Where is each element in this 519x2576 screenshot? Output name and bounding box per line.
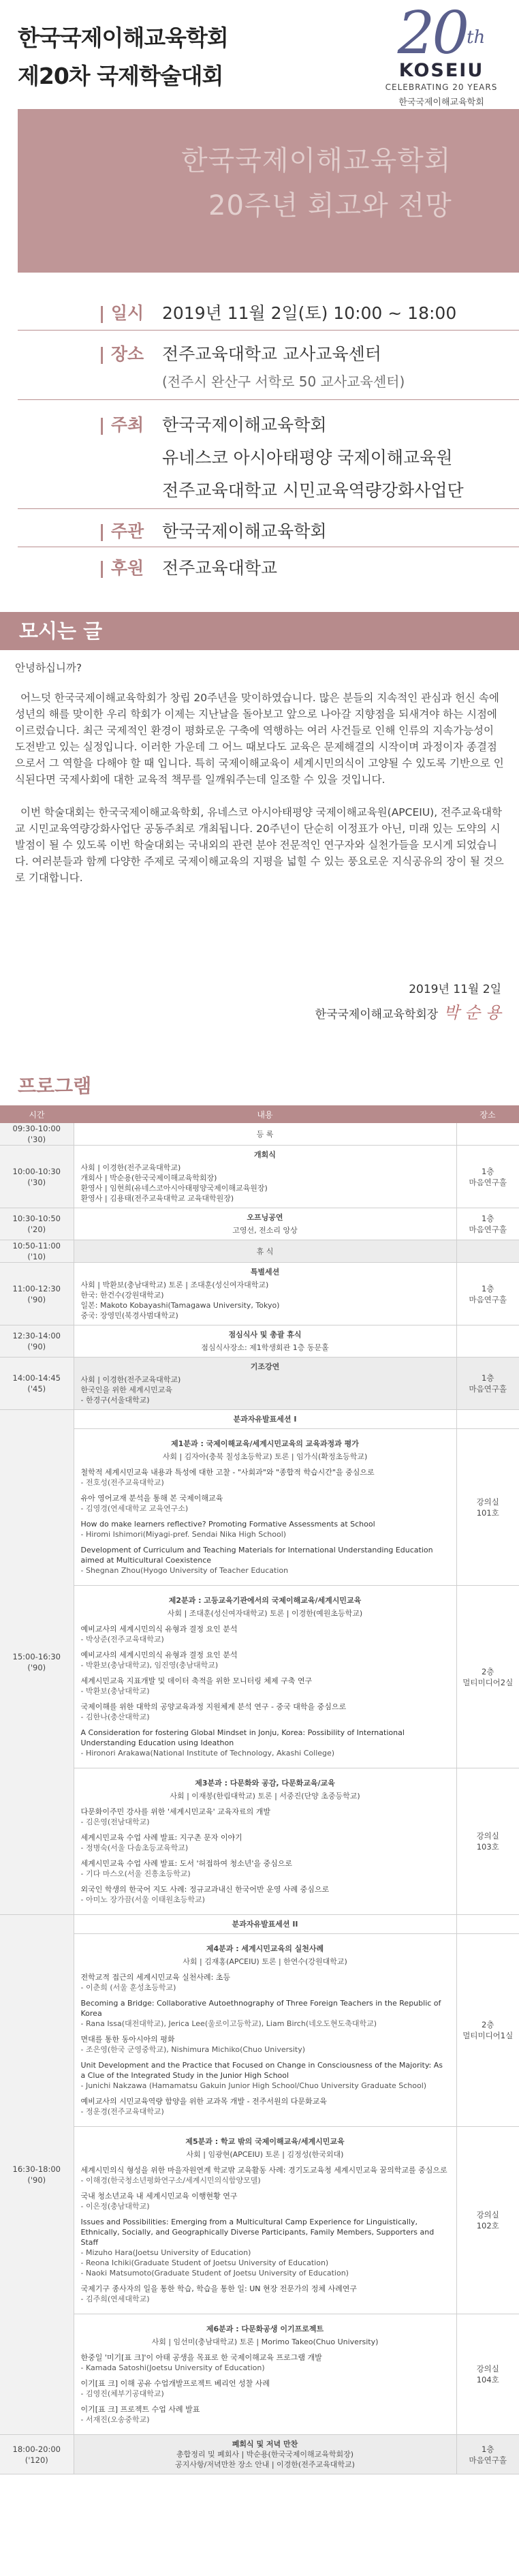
group-head: 제2분과 : 고등교육기관에서의 국제이해교육/세계시민교육 xyxy=(168,1596,362,1605)
session-group-row xyxy=(0,1586,519,1768)
presentation-title: 세계시민교육 지표개발 및 데이터 축적을 위한 모니터링 체제 구축 연구 xyxy=(80,1676,313,1685)
program-row xyxy=(0,1123,519,1146)
session-title: 분과자유발표세션 I xyxy=(74,1410,456,1429)
program-row xyxy=(0,1263,519,1325)
content-line: 일본: Makoto Kobayashi(Tamagawa University, Tokyo) xyxy=(80,1301,280,1310)
presentation-item xyxy=(81,2352,450,2373)
header-room: 장소 xyxy=(456,1105,519,1123)
content-line: 중국: 장영민(북경사범대학교) xyxy=(80,1311,178,1320)
presentation-item xyxy=(81,2284,450,2304)
presentation-title: 철학적 세계시민교육 내용과 특성에 대한 고찰 - "사회과"와 "종합적 학습시간"을 중심으로 xyxy=(80,1468,375,1477)
time-cell: 15:00-16:30 ('90) xyxy=(0,1410,74,1915)
header-time: 시간 xyxy=(0,1105,74,1123)
presentation-item xyxy=(81,1624,450,1644)
presentation-item xyxy=(81,2191,450,2211)
presentation-title: 외국인 학생의 한국어 지도 사례: 정규교과내신 한국어반 운영 사례 중심으로 xyxy=(80,1885,330,1894)
presenter: - 김한나(충산대학교) xyxy=(80,1713,150,1721)
presentation-title: 세계시민교육 수업 사례 발표: 지구촌 문자 이야기 xyxy=(80,1833,242,1842)
session-group xyxy=(74,1429,456,1586)
content-cell xyxy=(74,1263,456,1325)
presentation-item xyxy=(81,1998,450,2029)
presentation-item xyxy=(81,1467,450,1488)
session-title-row xyxy=(0,1915,519,1934)
presenter: - Reona Ichiki(Graduate Student of Joetsu University of Education) xyxy=(80,2258,329,2267)
presentation-title: Issues and Possibilities: Emerging from a Multicultural Camp Experience for Linguistically, Ethnically, Socially, and Geographically Diverse Participants, Family Members, Supporters and Staff xyxy=(80,2218,435,2247)
logo-suffix: th xyxy=(467,27,486,48)
presentation-item xyxy=(81,1702,450,1722)
program-row xyxy=(0,1146,519,1208)
presentation-title: 국내 청소년교육 내 세계시민교육 이행현황 연구 xyxy=(80,2192,238,2201)
presentation-title: 이기[표 크] 이해 공유 수업개발프로젝트 베리언 성찰 사례 xyxy=(80,2379,270,2388)
presentation-item xyxy=(81,1545,450,1576)
presentation-title: 다문화이주민 강사를 위한 '세계시민교육' 교육자료의 개발 xyxy=(80,1807,271,1816)
time-cell: 18:00-20:00 ('120) xyxy=(0,2435,74,2474)
banner-line2: 20주년 회고와 전망 xyxy=(208,190,452,221)
presenter: - 조은영(한국 군영중학교), Nishimura Michiko(Chuo University) xyxy=(80,2045,306,2054)
content-cell xyxy=(74,1358,456,1410)
session-title-row xyxy=(0,1410,519,1429)
session-group xyxy=(74,1768,456,1915)
content-line: 한국인을 위한 세계시민교육 xyxy=(80,1385,173,1394)
time-cell: 10:30-10:50 ('20) xyxy=(0,1208,74,1240)
organizer-label: | 주관 xyxy=(99,521,144,541)
presenter: - 이해경(한국청소년평화연구소/세계시민의식함양모델) xyxy=(80,2176,261,2185)
presentation-title: 이기[표 크] 프로젝트 수업 사례 발표 xyxy=(80,2405,200,2414)
presentation-title: 전학교적 접근의 세계시민교육 실천사례: 초등 xyxy=(80,1973,231,1982)
presenter: - Junichi Nakzawa (Hamamatsu Gakuin Junior High School/Chuo University Graduate School) xyxy=(80,2081,427,2090)
content-line: 공지사항/저녁만찬 장소 안내 | 이경한(전주교육대학교) xyxy=(175,2460,355,2469)
presenter: - 김은영(전남대학교) xyxy=(80,1818,150,1826)
logo-number: 20th xyxy=(397,0,486,67)
presenter: - 전호성(전주교육대학교) xyxy=(80,1478,164,1487)
presentation-title: 국제기구 종사자의 일을 통한 학습, 학습을 통한 일: UN 현장 전문가의 정체 사례연구 xyxy=(80,2284,357,2293)
divider xyxy=(18,330,519,331)
time-cell: 12:30-14:00 ('90) xyxy=(0,1325,74,1358)
group-block xyxy=(81,1778,450,1905)
hero-banner xyxy=(18,109,519,273)
room-cell xyxy=(456,1123,519,1146)
presentation-item xyxy=(81,2096,450,2117)
content-line: 개회사 | 박순용(한국국제이해교육학회장) xyxy=(80,1174,217,1182)
presentation-item xyxy=(81,1972,450,1993)
host-label: | 주최 xyxy=(99,415,144,435)
presentation-title: 세계시민교육 수업 사례 발표: 도서 '허접하여 청소년'을 중심으로 xyxy=(80,1859,293,1868)
group-head: 제5분과 : 학교 밖의 국제이해교육/세계시민교육 xyxy=(185,2137,345,2146)
time-cell: 14:00-14:45 ('45) xyxy=(0,1358,74,1410)
presenter: - Mizuho Hara(Joetsu University of Education) xyxy=(80,2248,251,2257)
group-block xyxy=(81,1439,450,1576)
presentation-item xyxy=(81,1884,450,1905)
program-header-row xyxy=(0,1105,519,1123)
presentation-title: 국제이해를 위한 대학의 공양교육과정 지원체계 분석 연구 - 중국 대학을 중심으로 xyxy=(80,1702,347,1711)
place-sub: (전주시 완산구 서학로 50 교사교육센터) xyxy=(162,373,405,390)
logo-brand: KOSEIU xyxy=(398,60,484,81)
presentation-item xyxy=(81,2378,450,2399)
room-cell: 2층 멀티미디어2실 xyxy=(456,1586,519,1768)
presenter: - Naoki Matsumoto(Graduate Student of Joetsu University of Education) xyxy=(80,2269,349,2278)
session-group xyxy=(74,1586,456,1768)
presentation-title: 유아 영어교재 분석을 통해 본 국제이해교육 xyxy=(80,1494,223,1503)
date-label: | 일시 xyxy=(99,303,144,323)
program-row xyxy=(0,1208,519,1240)
presentation-title: Development of Curriculum and Teaching Materials for International Understanding Education aimed at Multicultural Coexistence xyxy=(80,1546,433,1565)
presentation-title: A Consideration for fostering Global Mindset in Jonju, Korea: Possibility of International Understanding Education using Ideathon xyxy=(80,1728,405,1747)
place-label: | 장소 xyxy=(99,344,144,364)
time-cell: 10:00-10:30 ('30) xyxy=(0,1146,74,1208)
group-head: 제6분과 : 다문화공생 이기프로젝트 xyxy=(206,2325,324,2333)
room-cell: 1층 마음연구홀 xyxy=(456,1263,519,1325)
koseiu-logo xyxy=(373,0,509,108)
content-cell xyxy=(74,1240,456,1263)
greeting-title: 모시는 글 xyxy=(0,612,519,650)
presentation-item xyxy=(81,1858,450,1879)
content-line: 기조강연 xyxy=(250,1362,280,1371)
presenter: - Shegnan Zhou(Hyogo University of Teacher Education xyxy=(80,1566,289,1575)
presentation-title: 면대를 통한 동아시아의 평화 xyxy=(80,2035,175,2044)
content-line: 점심식사장소: 제1학생회관 1층 동문홀 xyxy=(201,1343,329,1352)
divider xyxy=(18,508,519,509)
room-cell: 2층 멀티미디어1실 xyxy=(456,1934,519,2127)
greeting-body xyxy=(0,650,519,1066)
time-cell: 09:30-10:00 ('30) xyxy=(0,1123,74,1146)
divider xyxy=(18,399,519,400)
room-cell xyxy=(456,1325,519,1358)
closing-row xyxy=(0,2435,519,2474)
presenter: - 기다 마스오(서울 진흥초등학교) xyxy=(80,1869,191,1878)
greeting-signer xyxy=(315,1005,501,1023)
presentation-title: Becoming a Bridge: Collaborative Autoethnography of Three Foreign Teachers in the Republic of Korea xyxy=(80,1999,441,2018)
presentation-title: 한중일 '미기[표 크]'이 아태 공생을 목표로 한 국제이해교육 프로그램 개발 xyxy=(80,2353,322,2362)
content-line: 환영사 | 임현희(유네스코아시아태평양국제이해교육원장) xyxy=(80,1184,268,1193)
presentation-title: 세계시민의식 형성을 위한 마을자원연계 학교밖 교육활동 사례: 경기도교육청 세계시민교육 꿈의학교를 중심으로 xyxy=(80,2166,447,2175)
content-line: - 한경구(서울대학교) xyxy=(80,1396,150,1405)
presentation-title: Unit Development and the Practice that Focused on Change in Consciousness of the Majority: As a Clue of the Integrated Study in the Junior High School xyxy=(80,2061,443,2080)
session-group-row xyxy=(0,2127,519,2314)
content-line: 폐회식 및 저녁 만찬 xyxy=(232,2440,298,2449)
content-line: 사회 | 이경한(전주교육대학교) xyxy=(80,1375,181,1384)
title-line1: 한국국제이해교육학회 xyxy=(18,25,228,51)
room-cell: 1층 마음연구홀 xyxy=(456,1208,519,1240)
session-group-row xyxy=(0,1429,519,1586)
content-cell xyxy=(74,1325,456,1358)
room-cell xyxy=(456,1240,519,1263)
time-cell: 10:50-11:00 ('10) xyxy=(0,1240,74,1263)
presenter: - Hiromi Ishimori(Miyagi-pref. Sendai Nika High School) xyxy=(80,1530,287,1539)
presentation-item xyxy=(81,2165,450,2186)
greeting-date: 2019년 11월 2일 xyxy=(409,983,501,996)
session-group-row xyxy=(0,2314,519,2435)
content-cell xyxy=(74,2435,456,2474)
presenter: - 이은정(충남대학교) xyxy=(80,2202,150,2211)
session-group xyxy=(74,1934,456,2127)
group-moderators: 사회 | 임광현(APCEIU) 토론 | 김정성(한국외대) xyxy=(186,2150,344,2159)
presenter: - Hironori Arakawa(National Institute of Technology, Akashi College) xyxy=(80,1749,335,1758)
presenter: - 정운경(전주교육대학교) xyxy=(80,2107,164,2116)
presentation-title: How do make learners reflective? Promoting Formative Assessments at School xyxy=(80,1520,375,1529)
content-line: 등 록 xyxy=(256,1129,274,1139)
content-line: 사회 | 이경한(전주교육대학교) xyxy=(80,1163,181,1172)
program-row xyxy=(0,1325,519,1358)
content-cell xyxy=(74,1146,456,1208)
host-value-3: 전주교육대학교 시민교육역량강화사업단 xyxy=(162,480,464,500)
presenter: - 박환보(충남대학교) xyxy=(80,1687,150,1696)
signer-title: 한국국제이해교육학회장 xyxy=(315,1008,439,1022)
room-cell xyxy=(456,1915,519,1934)
program-row xyxy=(0,1358,519,1410)
presenter: - 이춘희 (서울 훈성초등학교) xyxy=(80,1983,176,1992)
session-group xyxy=(74,2127,456,2314)
presentation-title: 예비교사의 세계시민의식 유형과 결정 요인 분석 xyxy=(80,1625,238,1634)
session-group-row xyxy=(0,1768,519,1915)
presentation-item xyxy=(81,1833,450,1853)
session-group xyxy=(74,2314,456,2435)
presentation-item xyxy=(81,2060,450,2091)
presenter: - 김주희(연세대학교) xyxy=(80,2295,150,2303)
program-table xyxy=(0,1105,519,2474)
presentation-title: 예비교사의 세계시민의식 유형과 결정 요인 분석 xyxy=(80,1651,238,1659)
presentation-item xyxy=(81,2404,450,2425)
content-line: 특별세션 xyxy=(250,1268,280,1276)
presenter: - 박환보(충남대학교), 임진영(충남대학교) xyxy=(80,1661,219,1670)
content-line: 휴 식 xyxy=(256,1246,274,1256)
group-block xyxy=(81,1944,450,2117)
group-head: 제3분과 : 다문화와 공감, 다문화교육/교육 xyxy=(195,1779,335,1788)
presenter: - Rana Issa(대전대학교), Jerica Lee(울로이고등학교), Liam Birch(네오도현도축대학교) xyxy=(80,2019,377,2028)
content-cell xyxy=(74,1208,456,1240)
presentation-item xyxy=(81,2034,450,2055)
presenter: - 아미노 장가끔(서울 이태원초등학교) xyxy=(80,1895,205,1904)
room-cell: 강의실 101호 xyxy=(456,1429,519,1586)
presentation-item xyxy=(81,1519,450,1539)
session-group-row xyxy=(0,1934,519,2127)
group-moderators: 사회 | 김재홍(APCEIU) 토론 | 한연수(강원대학교) xyxy=(183,1957,347,1966)
greeting-hello: 안녕하십니까? xyxy=(15,662,82,674)
header-content: 내용 xyxy=(74,1105,456,1123)
session-title: 분과자유발표세션 II xyxy=(74,1915,456,1934)
sponsor-label: | 후원 xyxy=(99,558,144,578)
content-cell xyxy=(74,1123,456,1146)
presentation-item xyxy=(81,2217,450,2278)
group-moderators: 사회 | 임선미(충남대학교) 토론 | Morimo Takeo(Chuo University) xyxy=(151,2337,379,2346)
presenter: - 서재진(오송중학교) xyxy=(80,2415,150,2424)
presenter: - 김영경(연세대학교 교육연구소) xyxy=(80,1504,189,1513)
room-cell xyxy=(456,1410,519,1429)
logo-org: 한국국제이해교육학회 xyxy=(398,97,484,108)
header xyxy=(0,0,519,109)
program-row xyxy=(0,1240,519,1263)
content-line: 오프닝공연 xyxy=(247,1213,283,1222)
place-value: 전주교육대학교 교사교육센터 xyxy=(162,344,381,364)
presentation-item xyxy=(81,1493,450,1514)
content-line: 사회 | 박환보(충남대학교) 토론 | 조대훈(성신여자대학교) xyxy=(80,1281,269,1289)
event-info xyxy=(0,273,519,612)
time-cell: 16:30-18:00 ('90) xyxy=(0,1915,74,2435)
presentation-item xyxy=(81,1676,450,1696)
room-cell: 강의실 102호 xyxy=(456,2127,519,2314)
presenter: - Kamada Satoshi(Joetsu University of Education) xyxy=(80,2363,265,2372)
host-value-2: 유네스코 아시아태평양 국제이해교육원 xyxy=(162,448,453,467)
presentation-item xyxy=(81,1650,450,1670)
group-block xyxy=(81,2324,450,2425)
group-block xyxy=(81,1595,450,1758)
program-title: 프로그램 xyxy=(18,1075,92,1097)
room-cell: 1층 마음연구홀 xyxy=(456,1146,519,1208)
group-head: 제4분과 : 세계시민교육의 실천사례 xyxy=(206,1944,324,1953)
host-value-1: 한국국제이해교육학회 xyxy=(162,415,327,435)
presentation-item xyxy=(81,1807,450,1827)
content-line: 개회식 xyxy=(254,1150,276,1159)
group-block xyxy=(81,2136,450,2304)
content-line: 고영선, 전소리 앙상 xyxy=(232,1226,298,1235)
presentation-item xyxy=(81,1728,450,1758)
greeting-paragraph-1: 어느덧 한국국제이해교육학회가 창립 20주년을 맞이하였습니다. 많은 분들의 지속적인 관심과 헌신 속에 성년의 해를 맞이한 우리 학회가 이제는 지난날을 돌아보고 앞으로 나아갈 지향점을 되새겨야 하는 시점에 이르렀습니다. 최근 국제적인 환경이 평화로운 구축에 역행하는 여러 사건들로 인해 인류의 지속가능성이 도전받고 있는 실정입니다. 이러한 가운데 그 어느 때보다도 교육은 문제해결의 시작이며 과정이자 종결점으로서 그 역할을 다해야 할 때 입니다. 특히 국제이해교육이 세계시민의식이 고양될 수 있도록 기반으로 인식된다면 국제사회에 대한 교육적 책무를 일깨워주는데 일조할 수 있을 것입니다. xyxy=(15,692,504,786)
content-line: 총합정리 및 폐회사 | 박순용(한국국제이해교육학회장) xyxy=(176,2450,354,2459)
presenter: - 박상준(전주교육대학교) xyxy=(80,1635,164,1644)
group-moderators: 사회 | 김자아(충북 칠성초등학교) 토론 | 임가식(확정초등학교) xyxy=(162,1452,368,1461)
date-value: 2019년 11월 2일(토) 10:00 ~ 18:00 xyxy=(162,303,457,323)
organizer-value: 한국국제이해교육학회 xyxy=(162,521,327,541)
title-line2: 제20차 국제학술대회 xyxy=(18,63,223,89)
room-cell: 강의실 104호 xyxy=(456,2314,519,2435)
content-line: 점심식사 및 총괄 휴식 xyxy=(228,1330,302,1339)
room-cell: 1층 마음연구홀 xyxy=(456,1358,519,1410)
content-line: 환영사 | 김용태(전주교육대학교 교육대학원장) xyxy=(80,1194,234,1203)
room-cell: 강의실 103호 xyxy=(456,1768,519,1915)
time-cell: 11:00-12:30 ('90) xyxy=(0,1263,74,1325)
presenter: - 정병숙(서울 다솜초등교육학교) xyxy=(80,1843,189,1852)
room-cell: 1층 마음연구홀 xyxy=(456,2435,519,2474)
presentation-title: 예비교사의 시민교육역량 함양을 위한 교과목 개발 - 전주서원의 다문화교육 xyxy=(80,2097,327,2106)
sponsor-value: 전주교육대학교 xyxy=(162,558,278,578)
presenter: - 김영진(체부기공대학교) xyxy=(80,2389,164,2398)
group-head: 제1분과 : 국제이해교육/세계시민교육의 교육과정과 평가 xyxy=(171,1439,359,1448)
greeting-paragraph-2: 이번 학술대회는 한국국제이해교육학회, 유네스코 아시아태평양 국제이해교육원(APCEIU), 전주교육대학교 시민교육역량강화사업단 공동주최로 개최됩니다. 20주년이 단순히 이정표가 아닌, 미래 있는 도약의 시발점이 될 수 있도록 이번 학술대회는 국내외의 관련 분야 전문적인 연구자와 실천가들을 모시게 되었습니다. 여러분들과 함께 다양한 주제로 국제이해교육의 지평을 넓힐 수 있는 풍요로운 지식공유의 장이 될 것으로 기대합니다. xyxy=(15,806,504,884)
logo-celebrating: CELEBRATING 20 YEARS xyxy=(385,82,498,92)
content-line: 한국: 한건수(강원대학교) xyxy=(80,1291,164,1300)
banner-line1: 한국국제이해교육학회 xyxy=(181,145,452,177)
signature: 박 순 용 xyxy=(443,1003,501,1022)
group-moderators: 사회 | 조대훈(성신여자대학교) 토론 | 이경한(예원초등학교) xyxy=(167,1609,363,1618)
group-moderators: 사회 | 이재봉(한림대학교) 토론 | 서중진(단양 초중등학교) xyxy=(170,1792,360,1800)
program-body xyxy=(0,1123,519,2474)
